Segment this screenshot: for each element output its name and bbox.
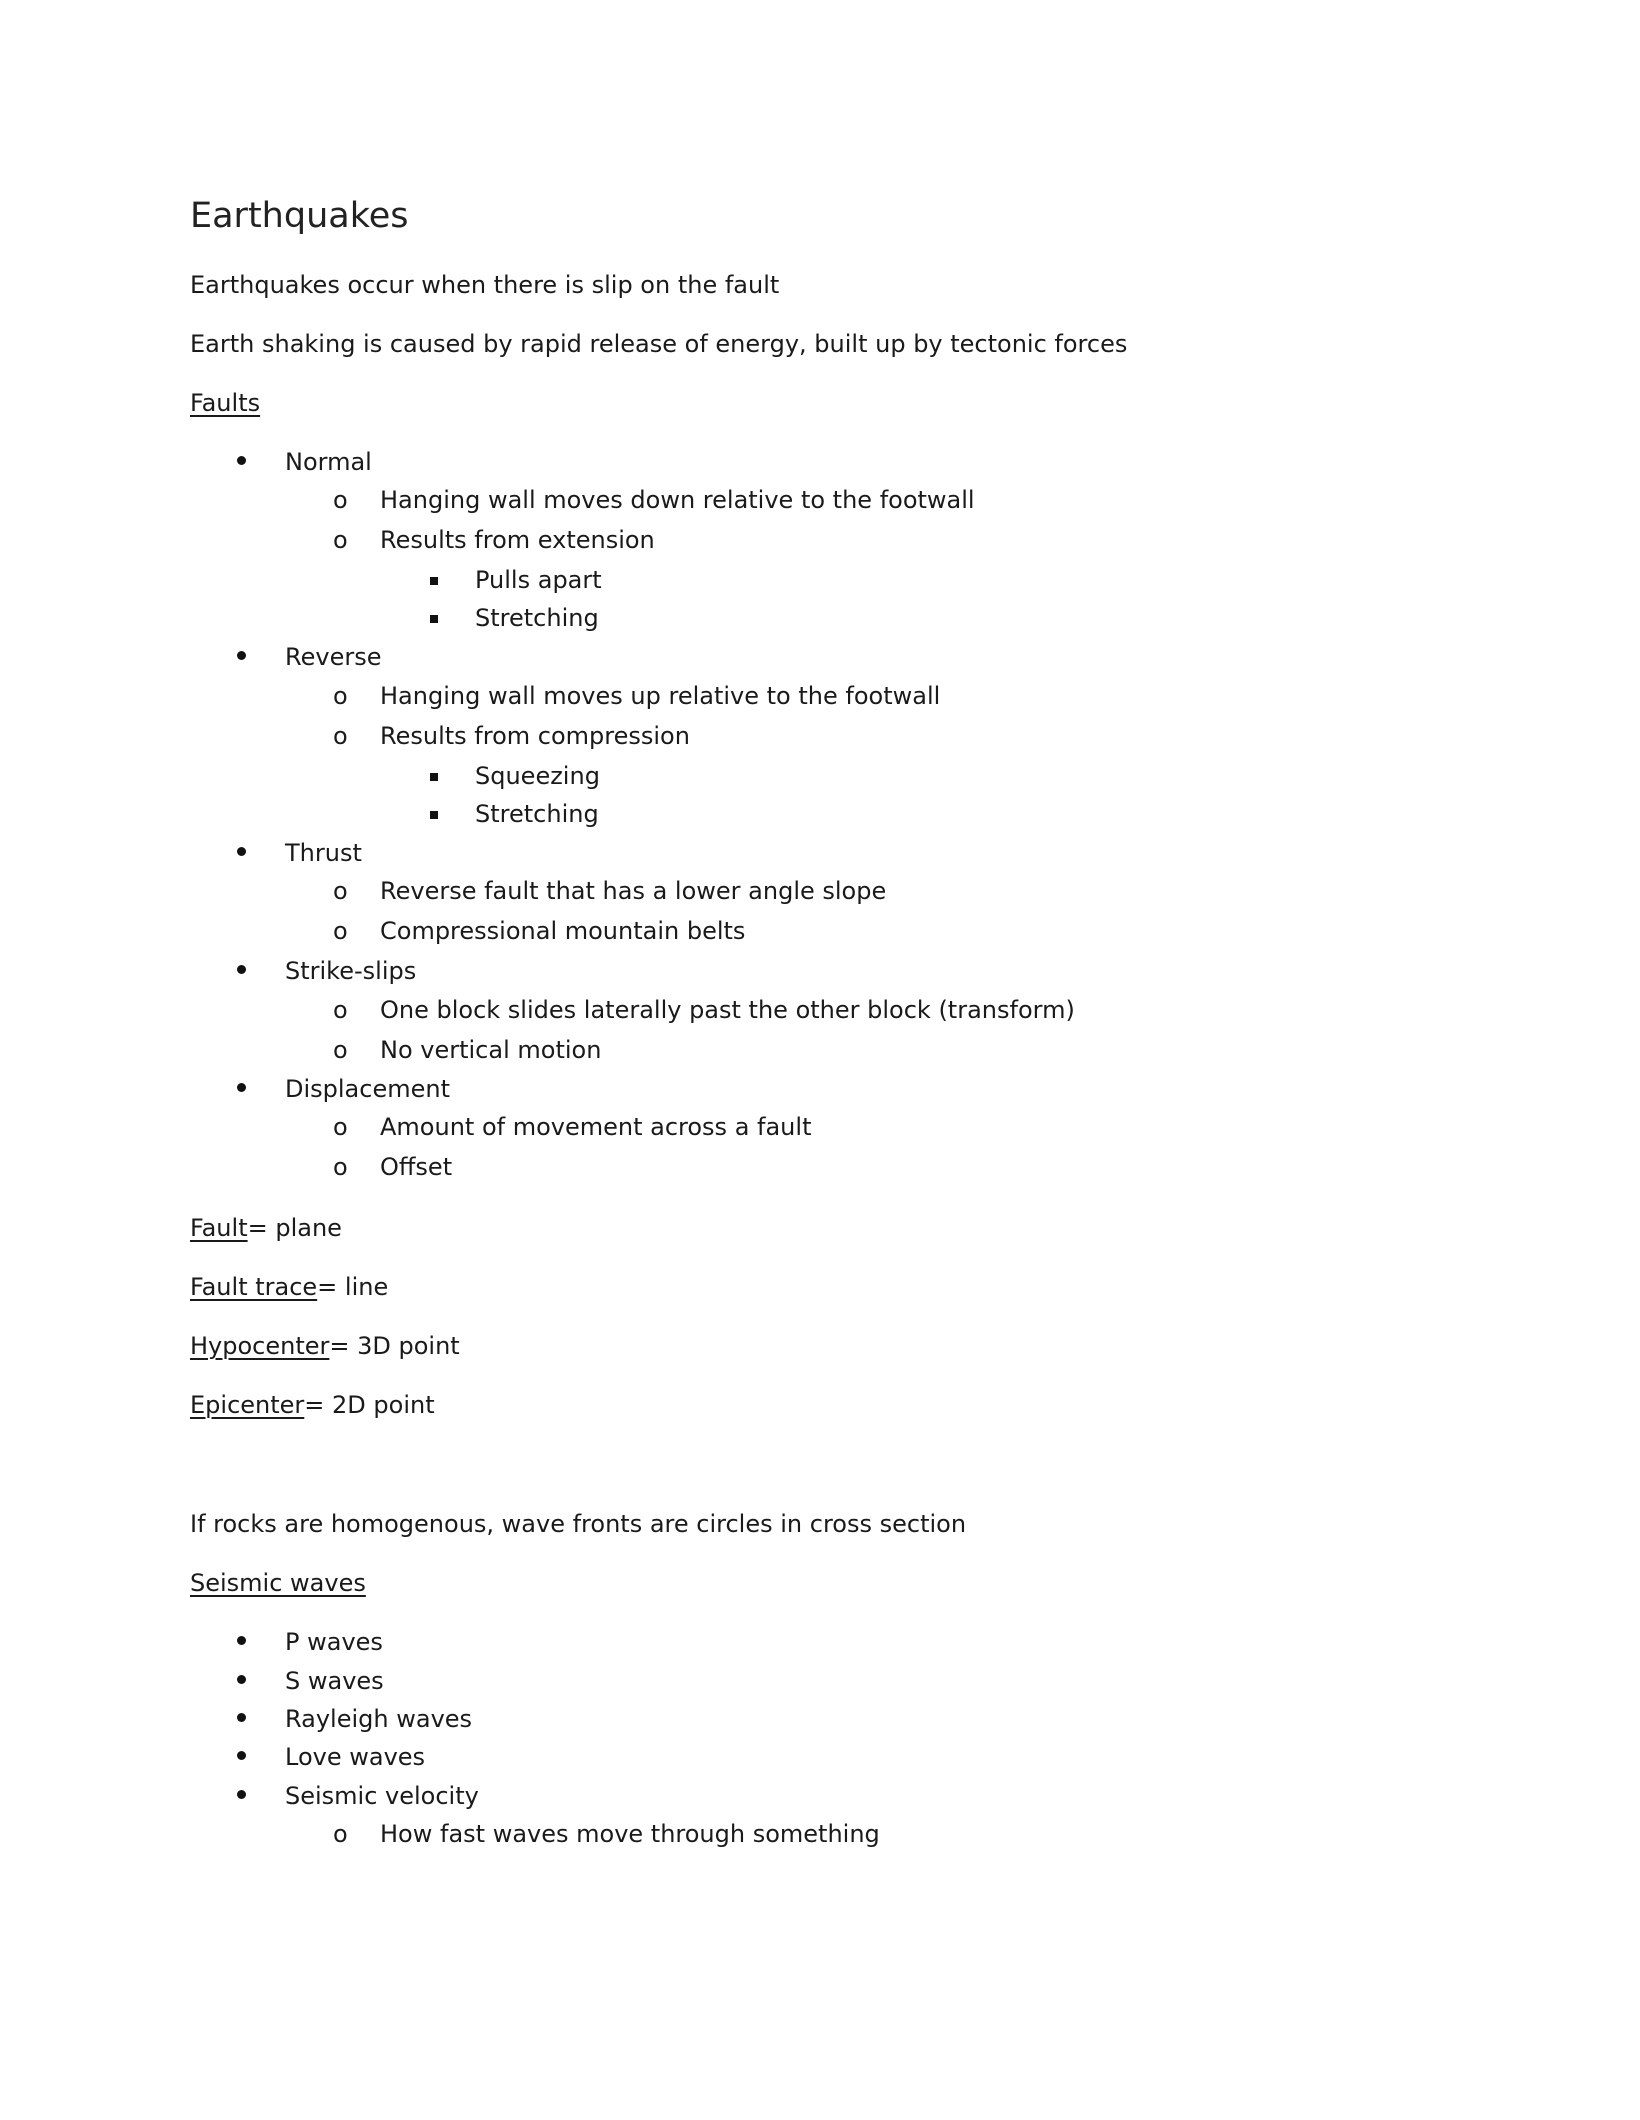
intro-paragraph-1: Earthquakes occur when there is slip on the fault: [190, 271, 780, 299]
circle-bullet-icon: o: [333, 486, 348, 514]
list-subitem: Results from compression: [380, 722, 690, 750]
definition-term: Fault trace: [190, 1273, 318, 1301]
bullet-icon: [237, 847, 246, 856]
list-subsubitem: Stretching: [475, 604, 599, 632]
definition-value: = 3D point: [329, 1332, 460, 1360]
circle-bullet-icon: o: [333, 996, 348, 1024]
bullet-icon: [237, 1713, 246, 1722]
list-subitem: One block slides laterally past the other block (transform): [380, 996, 1075, 1024]
page-title: Earthquakes: [190, 196, 409, 236]
list-item-strike-slips: Strike-slips: [285, 957, 417, 985]
bullet-icon: [237, 1636, 246, 1645]
circle-bullet-icon: o: [333, 1036, 348, 1064]
list-item: S waves: [285, 1667, 384, 1695]
definition-epicenter: [190, 1391, 435, 1419]
circle-bullet-icon: o: [333, 682, 348, 710]
definition-value: = 2D point: [304, 1391, 435, 1419]
list-subitem: Amount of movement across a fault: [380, 1113, 812, 1141]
circle-bullet-icon: o: [333, 877, 348, 905]
definition-value: = line: [317, 1273, 389, 1301]
circle-bullet-icon: o: [333, 526, 348, 554]
list-item: Love waves: [285, 1743, 426, 1771]
list-subsubitem: Pulls apart: [475, 566, 602, 594]
list-subsubitem: Squeezing: [475, 762, 600, 790]
list-item-reverse: Reverse: [285, 643, 382, 671]
seismic-waves-heading: Seismic waves: [190, 1569, 366, 1597]
list-item: Seismic velocity: [285, 1782, 479, 1810]
bullet-icon: [237, 1790, 246, 1799]
list-subitem: Reverse fault that has a lower angle slope: [380, 877, 887, 905]
list-item: Rayleigh waves: [285, 1705, 473, 1733]
definition-fault: [190, 1214, 342, 1242]
circle-bullet-icon: o: [333, 722, 348, 750]
definition-hypocenter: [190, 1332, 460, 1360]
list-subitem: Compressional mountain belts: [380, 917, 746, 945]
list-subsubitem: Stretching: [475, 800, 599, 828]
list-subitem: No vertical motion: [380, 1036, 602, 1064]
square-bullet-icon: [430, 615, 438, 623]
square-bullet-icon: [430, 773, 438, 781]
circle-bullet-icon: o: [333, 1113, 348, 1141]
list-subitem: Hanging wall moves down relative to the footwall: [380, 486, 975, 514]
definition-term: Fault: [190, 1214, 248, 1242]
list-subitem: Offset: [380, 1153, 453, 1181]
list-subitem: Hanging wall moves up relative to the footwall: [380, 682, 941, 710]
definition-fault-trace: [190, 1273, 388, 1301]
faults-heading: Faults: [190, 389, 261, 417]
intro-paragraph-2: Earth shaking is caused by rapid release of energy, built up by tectonic forces: [190, 330, 1128, 358]
bullet-icon: [237, 1083, 246, 1092]
list-subitem: Results from extension: [380, 526, 655, 554]
square-bullet-icon: [430, 577, 438, 585]
circle-bullet-icon: o: [333, 1153, 348, 1181]
definition-term: Epicenter: [190, 1391, 305, 1419]
list-item-displacement: Displacement: [285, 1075, 450, 1103]
definition-value: = plane: [247, 1214, 342, 1242]
definition-term: Hypocenter: [190, 1332, 330, 1360]
homogenous-note: If rocks are homogenous, wave fronts are circles in cross section: [190, 1510, 967, 1538]
list-item: P waves: [285, 1628, 383, 1656]
list-item-normal: Normal: [285, 448, 372, 476]
list-subitem: How fast waves move through something: [380, 1820, 880, 1848]
list-item-thrust: Thrust: [285, 839, 362, 867]
bullet-icon: [237, 1751, 246, 1760]
circle-bullet-icon: o: [333, 917, 348, 945]
bullet-icon: [237, 1675, 246, 1684]
bullet-icon: [237, 965, 246, 974]
bullet-icon: [237, 456, 246, 465]
square-bullet-icon: [430, 811, 438, 819]
circle-bullet-icon: o: [333, 1820, 348, 1848]
bullet-icon: [237, 651, 246, 660]
